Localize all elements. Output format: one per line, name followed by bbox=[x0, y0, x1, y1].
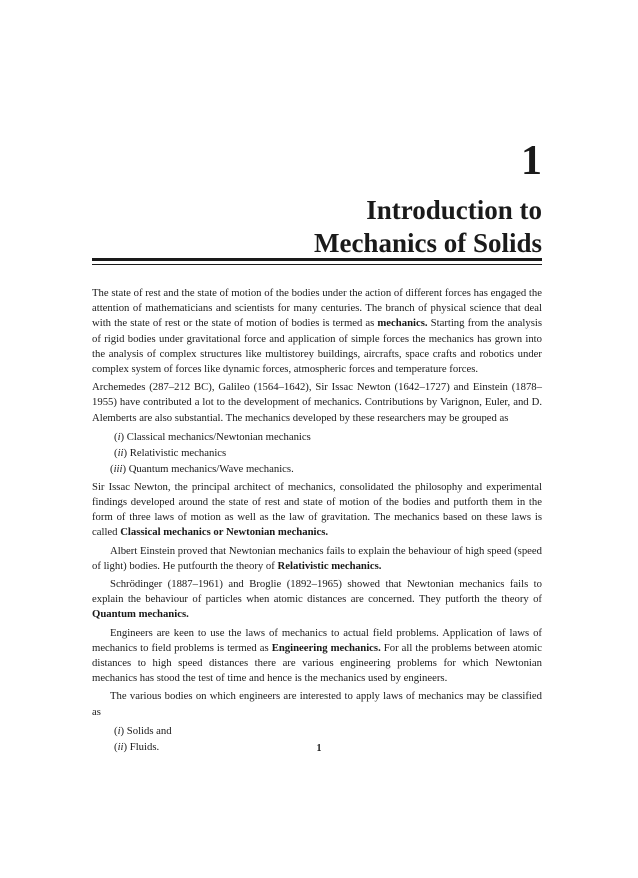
list-item-text: Quantum mechanics/Wave mechanics. bbox=[126, 462, 294, 475]
list-item-text: Solids and bbox=[124, 724, 172, 737]
list-item: (i) Classical mechanics/Newtonian mechanics bbox=[114, 430, 311, 443]
list-numeral: ii bbox=[117, 740, 124, 753]
chapter-title-line-2: Mechanics of Solids bbox=[313, 228, 542, 258]
body-text bbox=[92, 286, 542, 758]
title-rule-thin bbox=[92, 264, 542, 265]
paragraph-1-text: The state of rest and the state of motion of the bodies under the action of different forces has engaged the attention of mathematicians and scientists for many centuries. The branch of physical science that deal with the state of rest or the state of motion of bodies is termed as bbox=[92, 287, 542, 330]
paragraph-1 bbox=[92, 286, 542, 377]
paragraph-7: The various bodies on which engineers are interested to apply laws of mechanics may be classified as bbox=[92, 690, 542, 718]
chapter-title-line-1: Introduction to bbox=[366, 195, 542, 225]
list-item-text: Relativistic mechanics bbox=[127, 446, 227, 459]
term-relativistic-mechanics: Relativistic mechanics. bbox=[277, 559, 382, 572]
title-rule-thick bbox=[92, 258, 542, 261]
term-mechanics: mechanics. bbox=[377, 317, 428, 330]
paragraph-3 bbox=[92, 480, 542, 541]
paragraph-6-text-cont: For all the problems between atomic distances to high speed distances there are various engineering problems for which Newtonian mechanics has stood the test of time and hence is the mechanics used by engineers. bbox=[92, 641, 543, 685]
paragraph-6 bbox=[92, 626, 542, 687]
chapter-title bbox=[314, 194, 542, 260]
term-quantum-mechanics: Quantum mechanics. bbox=[92, 608, 189, 621]
term-classical-mechanics: Classical mechanics or Newtonian mechanics. bbox=[120, 526, 329, 539]
mechanics-types-list bbox=[92, 429, 542, 477]
paragraph-4 bbox=[92, 544, 542, 574]
paragraph-1-text-cont: Starting from the analysis of rigid bodies under gravitational force and application of simple forces the mechanics has grown into the analysis of complex structures like multistorey buildings, aircrafts, space crafts and robotics under complex system of forces like dynamic forces, atmospheric forces and temperature forces. bbox=[92, 317, 542, 376]
list-numeral: i bbox=[117, 430, 121, 443]
paragraph-6-text: Engineers are keen to use the laws of mechanics to actual field problems. Application of laws of mechanics to field problems is termed as bbox=[92, 626, 542, 654]
page-number: 1 bbox=[316, 743, 322, 754]
paragraph-3-text: Sir Issac Newton, the principal architect of mechanics, consolidated the philosophy and experimental findings developed around the state of rest and state of motion of the bodies and putforth them in the form of three laws of motion as well as the law of gravitation. The mechanics based on these laws is called bbox=[92, 480, 542, 539]
list-item: (i) Solids and bbox=[114, 724, 172, 737]
paragraph-2: Archemedes (287–212 BC), Galileo (1564–1642), Sir Issac Newton (1642–1727) and Einstein (1878–1955) have contributed a lot to the development of mechanics. Contributions by Varignon, Euler, and D. Alemberts are also substantial. The mechanics developed by these researchers may be grouped as bbox=[92, 381, 542, 424]
list-item-text: Classical mechanics/Newtonian mechanics bbox=[124, 430, 311, 443]
paragraph-4-text: Albert Einstein proved that Newtonian mechanics fails to explain the behaviour of high speed (speed of light) bodies. He putfourth the theory of bbox=[92, 544, 542, 572]
chapter-number: 1 bbox=[521, 138, 542, 184]
list-item: (iii) Quantum mechanics/Wave mechanics. bbox=[110, 462, 294, 475]
paragraph-5-text: Schrödinger (1887–1961) and Broglie (1892–1965) showed that Newtonian mechanics fails to explain the behaviour of particles when atomic distances are concerned. They putforth the theory of bbox=[92, 578, 542, 606]
paragraph-5 bbox=[92, 577, 542, 623]
list-item: (ii) Fluids. bbox=[114, 740, 160, 753]
list-item-text: Fluids. bbox=[127, 740, 160, 753]
list-numeral: iii bbox=[113, 462, 123, 475]
list-numeral: i bbox=[117, 724, 121, 737]
list-numeral: ii bbox=[117, 446, 124, 459]
list-item: (ii) Relativistic mechanics bbox=[114, 446, 227, 459]
term-engineering-mechanics: Engineering mechanics. bbox=[271, 641, 381, 654]
